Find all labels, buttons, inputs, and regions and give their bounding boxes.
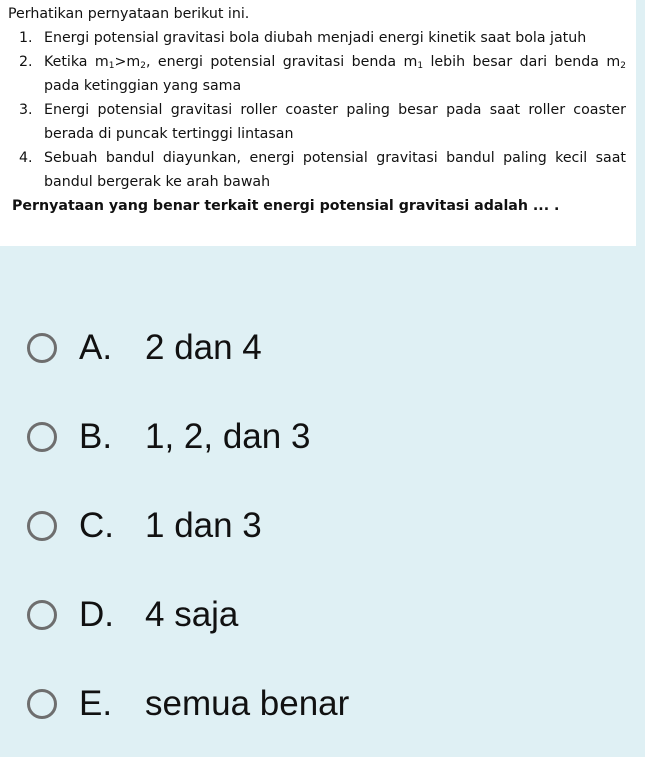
statement-item bbox=[8, 98, 626, 146]
radio-button-icon[interactable] bbox=[27, 422, 57, 452]
statement-list bbox=[8, 26, 626, 194]
option-b[interactable] bbox=[0, 407, 600, 467]
option-text: 1 dan 3 bbox=[145, 506, 262, 545]
option-text: 1, 2, dan 3 bbox=[145, 417, 311, 456]
statement-item bbox=[8, 50, 626, 98]
radio-button-icon[interactable] bbox=[27, 511, 57, 541]
option-text: 4 saja bbox=[145, 595, 239, 634]
option-text: 2 dan 4 bbox=[145, 328, 262, 367]
statement-number: 2. bbox=[19, 54, 33, 70]
statement-number: 4. bbox=[19, 150, 33, 166]
statement-text: Sebuah bandul diayunkan, energi potensial gravitasi bandul paling kecil saat bandul bergerak ke arah bawah bbox=[44, 150, 626, 190]
statement-number: 3. bbox=[19, 102, 33, 118]
option-a[interactable] bbox=[0, 318, 600, 378]
question-intro: Perhatikan pernyataan berikut ini. bbox=[8, 6, 250, 22]
statement-number: 1. bbox=[19, 30, 33, 46]
statement-text: Ketika $m_1>m_2$, energi potensial gravitasi benda $m_1$ lebih besar dari benda $m_2$ pada ketinggian yang sama bbox=[44, 54, 626, 94]
radio-button-icon[interactable] bbox=[27, 333, 57, 363]
option-e[interactable] bbox=[0, 674, 600, 734]
question-prompt: Pernyataan yang benar terkait energi potensial gravitasi adalah ... . bbox=[12, 198, 560, 214]
option-letter: A. bbox=[79, 328, 113, 367]
option-letter: B. bbox=[79, 417, 113, 456]
option-c[interactable] bbox=[0, 496, 600, 556]
statement-item bbox=[8, 26, 626, 50]
option-letter: E. bbox=[79, 684, 113, 723]
option-text: semua benar bbox=[145, 684, 350, 723]
radio-button-icon[interactable] bbox=[27, 600, 57, 630]
option-d[interactable] bbox=[0, 585, 600, 645]
option-letter: D. bbox=[79, 595, 114, 634]
option-letter: C. bbox=[79, 506, 114, 545]
statement-text: Energi potensial gravitasi roller coaster paling besar pada saat roller coaster berada di puncak tertinggi lintasan bbox=[44, 102, 626, 142]
question-card bbox=[0, 0, 636, 246]
statement-text: Energi potensial gravitasi bola diubah menjadi energi kinetik saat bola jatuh bbox=[44, 30, 587, 46]
radio-button-icon[interactable] bbox=[27, 689, 57, 719]
statement-item bbox=[8, 146, 626, 194]
